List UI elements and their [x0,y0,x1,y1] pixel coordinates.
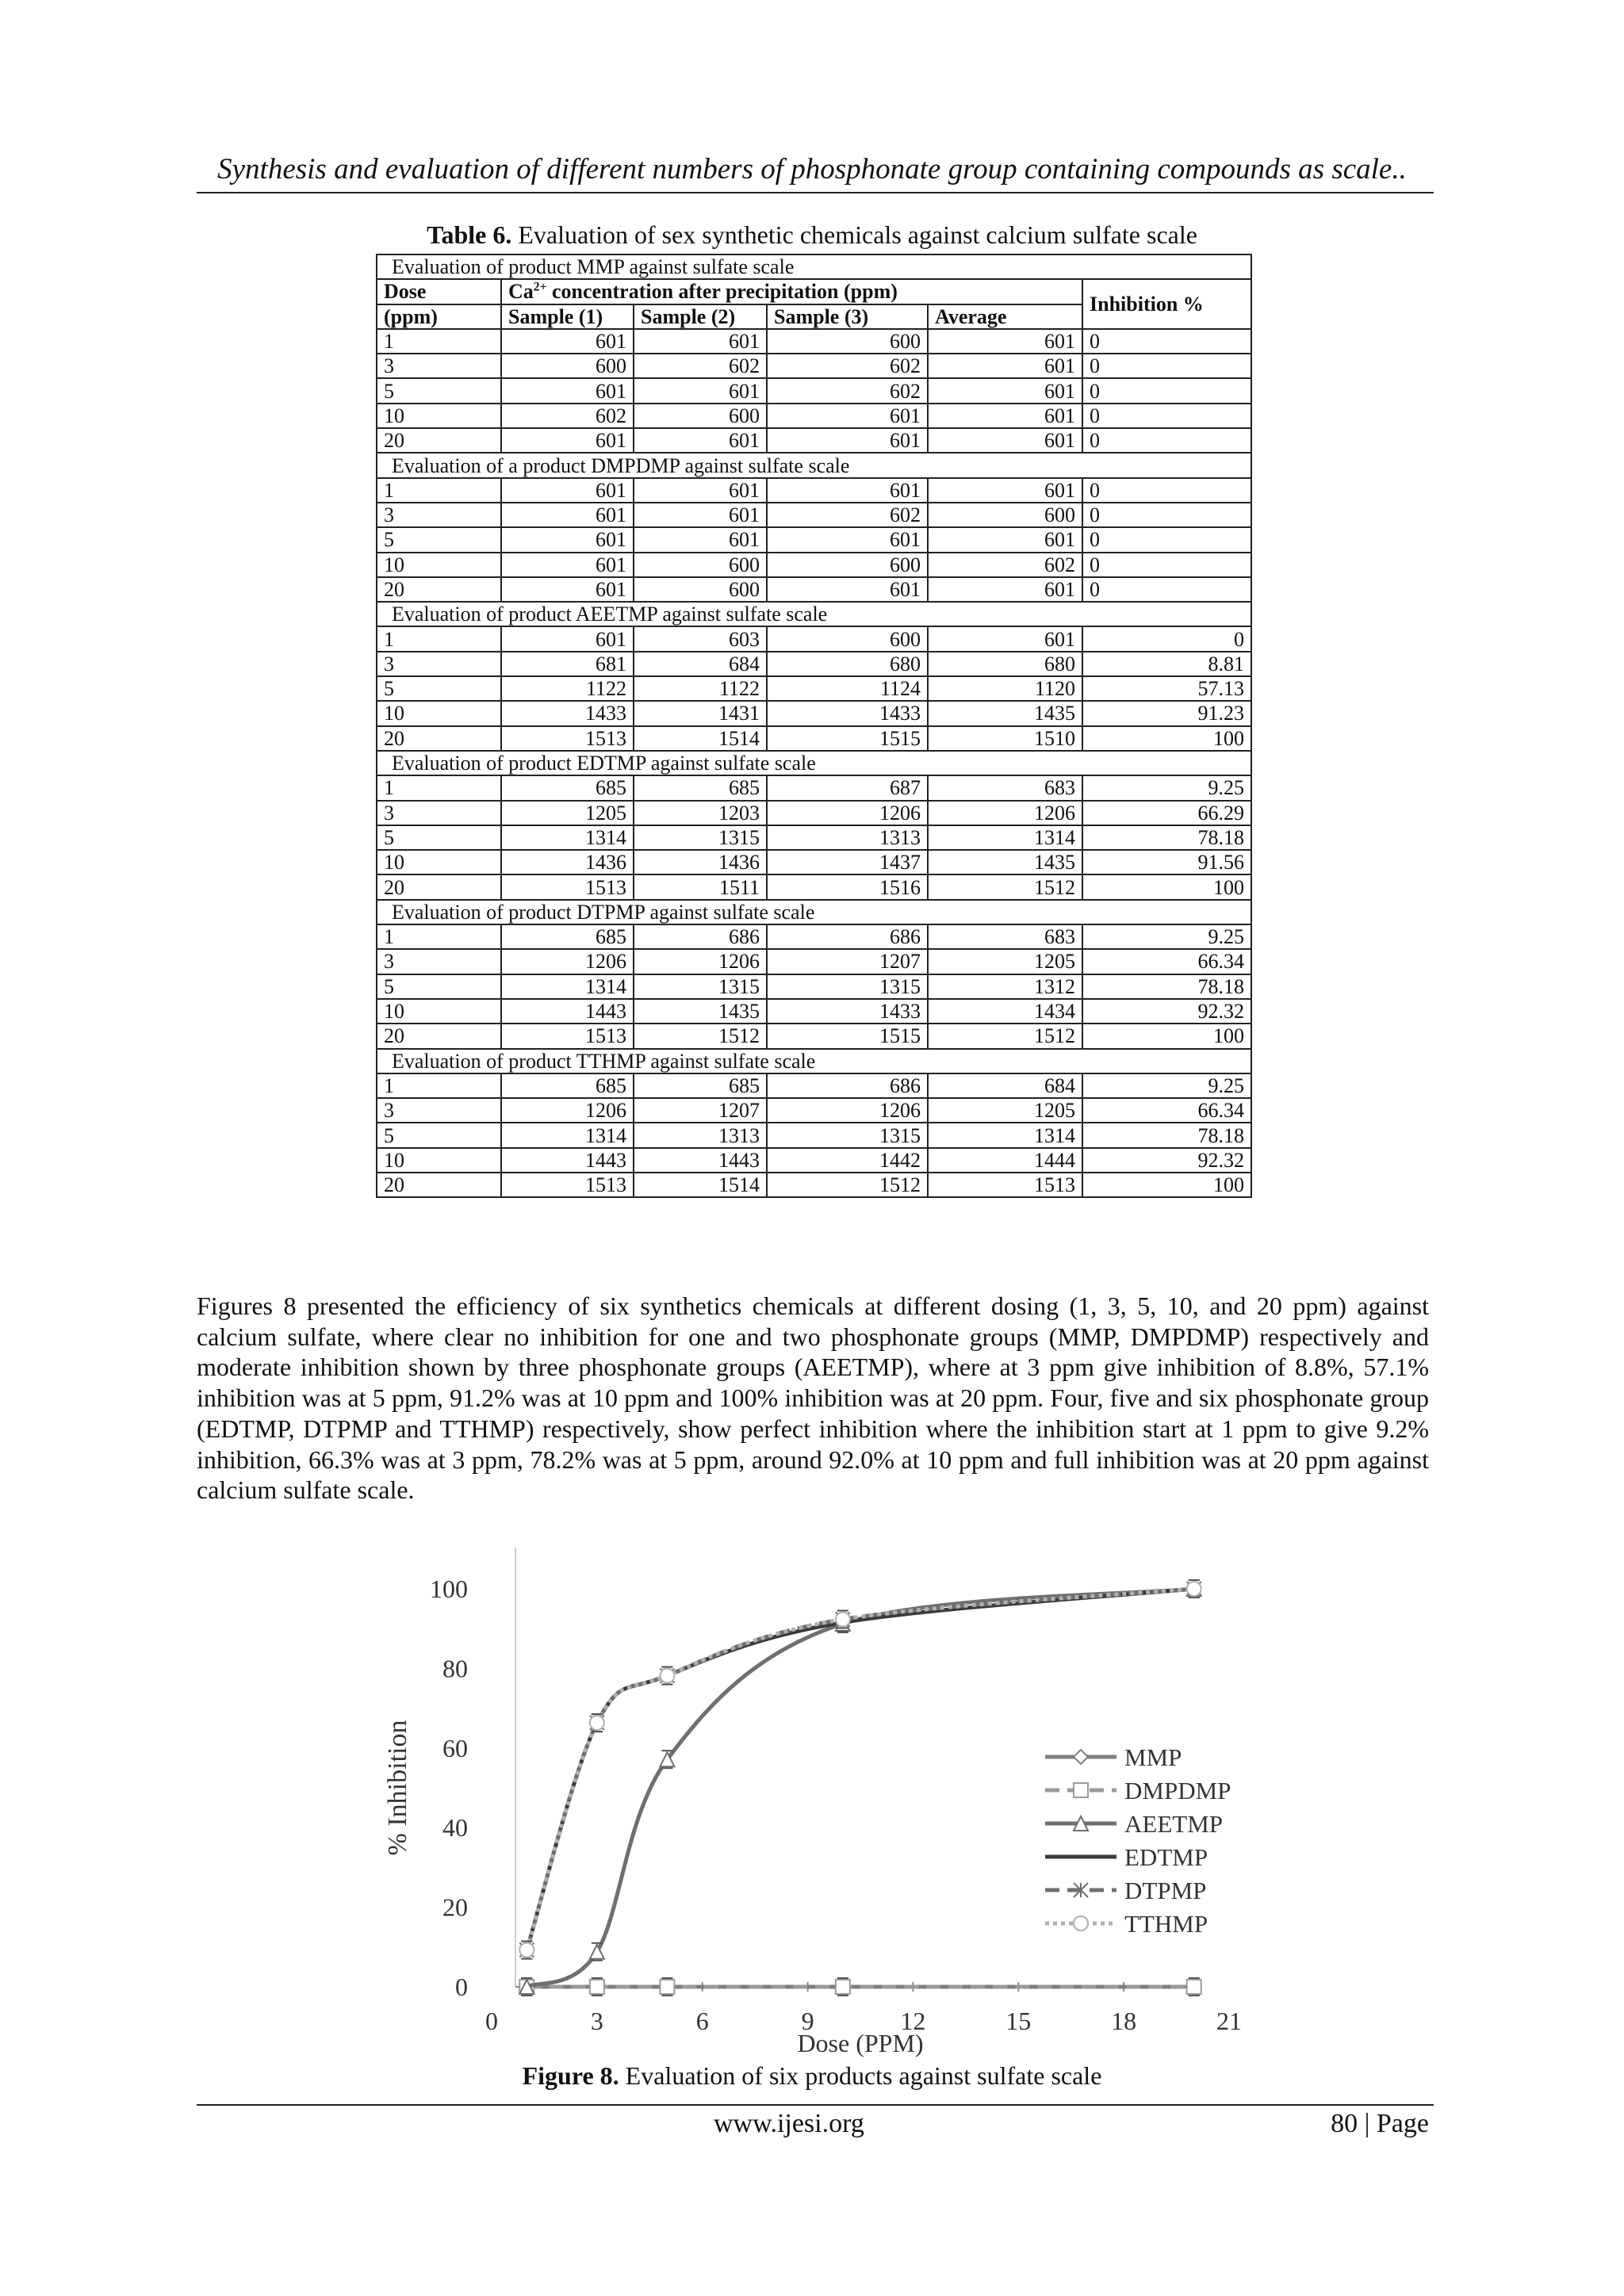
inhibition-cell: 66.34 [1082,949,1251,974]
sample2-cell: 685 [634,1073,767,1098]
average-cell: 1434 [928,999,1082,1024]
sample1-cell: 1513 [501,726,634,751]
legend-label: TTHMP [1124,1910,1208,1938]
section-title-cell: Evaluation of product MMP against sulfate scale [377,254,1251,279]
y-tick-label: 60 [442,1733,468,1762]
table-row [377,553,1251,577]
sample3-cell: 1433 [767,701,928,725]
inhibition-cell: 9.25 [1082,775,1251,800]
inhibition-cell: 78.18 [1082,974,1251,999]
inhibition-cell: 8.81 [1082,652,1251,676]
dose-cell: 5 [377,974,501,999]
footer-rule [197,2104,1434,2106]
dose-cell: 10 [377,404,501,428]
table-row [377,478,1251,503]
x-tick-label: 18 [1111,2007,1137,2035]
x-tick-label: 12 [900,2007,926,2035]
y-tick-label: 0 [455,1973,468,2001]
inhibition-cell: 0 [1082,478,1251,503]
sample1-cell: 1513 [501,1173,634,1197]
dose-cell: 3 [377,354,501,378]
sample3-cell: 1515 [767,1024,928,1048]
average-cell: 601 [928,577,1082,602]
col-sample3-header: Sample (3) [767,304,928,329]
sample2-cell: 1431 [634,701,767,725]
inhibition-cell: 0 [1082,404,1251,428]
table-section-title [377,254,1251,279]
data-point-circle [836,1613,850,1627]
inhibition-cell: 66.34 [1082,1098,1251,1123]
sample2-cell: 1514 [634,726,767,751]
average-cell: 601 [928,404,1082,428]
series-edtmp [521,1580,1199,1959]
x-tick-label: 0 [485,2007,498,2035]
sample1-cell: 685 [501,775,634,800]
table-section-title [377,453,1251,477]
sample3-cell: 686 [767,1073,928,1098]
inhibition-cell: 0 [1082,428,1251,453]
section-title-cell: Evaluation of product AEETMP against sulfate scale [377,602,1251,626]
table-row [377,825,1251,850]
series-tthmp [519,1580,1201,1959]
inhibition-cell: 0 [1082,527,1251,552]
inhibition-cell: 9.25 [1082,924,1251,949]
dose-cell: 20 [377,577,501,602]
sample2-cell: 1436 [634,850,767,874]
average-cell: 1513 [928,1173,1082,1197]
sample1-cell: 685 [501,924,634,949]
sample2-cell: 602 [634,354,767,378]
data-point-circle [660,1669,674,1683]
dose-cell: 20 [377,1173,501,1197]
table-row [377,850,1251,874]
dose-cell: 3 [377,801,501,825]
x-tick-label: 21 [1216,2007,1242,2035]
sample3-cell: 1515 [767,726,928,751]
inhibition-cell: 0 [1082,553,1251,577]
inhibition-cell: 100 [1082,874,1251,899]
dose-cell: 10 [377,999,501,1024]
series-aeetmp [519,1580,1201,1996]
sample2-cell: 601 [634,527,767,552]
section-title-cell: Evaluation of product TTHMP against sulfate scale [377,1049,1251,1073]
table-row [377,1123,1251,1147]
dose-cell: 20 [377,428,501,453]
sample1-cell: 601 [501,503,634,527]
inhibition-cell: 100 [1082,1024,1251,1048]
legend-label: AEETMP [1124,1810,1223,1838]
sample1-cell: 1513 [501,1024,634,1048]
inhibition-cell: 78.18 [1082,1123,1251,1147]
sample2-cell: 600 [634,577,767,602]
y-tick-label: 20 [442,1892,468,1922]
y-tick-label: 100 [430,1575,468,1603]
data-point-square [836,1980,850,1994]
sample3-cell: 680 [767,652,928,676]
sample1-cell: 600 [501,354,634,378]
sample2-cell: 1313 [634,1123,767,1147]
col-sample2-header: Sample (2) [634,304,767,329]
sample3-cell: 602 [767,503,928,527]
inhibition-cell: 0 [1082,503,1251,527]
table-row [377,626,1251,651]
data-point-circle [590,1716,604,1730]
sample3-cell: 600 [767,626,928,651]
sample3-cell: 601 [767,478,928,503]
table-section-title [377,751,1251,775]
table-row [377,775,1251,800]
sample1-cell: 681 [501,652,634,676]
dose-cell: 20 [377,874,501,899]
x-tick-label: 3 [590,2007,603,2035]
col-inhibition-header: Inhibition % [1082,279,1251,329]
average-cell: 1314 [928,825,1082,850]
inhibition-cell: 57.13 [1082,676,1251,701]
table-header-row [377,279,1251,304]
sample1-cell: 601 [501,378,634,403]
dose-cell: 3 [377,652,501,676]
sample3-cell: 1516 [767,874,928,899]
inhibition-cell: 9.25 [1082,1073,1251,1098]
sample1-cell: 1122 [501,676,634,701]
running-title: Synthesis and evaluation of different numbers of phosphonate group containing compounds as scale.. [217,153,1407,186]
average-cell: 601 [928,478,1082,503]
inhibition-cell: 100 [1082,726,1251,751]
sample1-cell: 1205 [501,801,634,825]
table-section-title [377,900,1251,924]
sample1-cell: 601 [501,478,634,503]
table-row [377,726,1251,751]
data-point-square [590,1980,604,1994]
sample3-cell: 1512 [767,1173,928,1197]
dose-cell: 1 [377,329,501,354]
sample3-cell: 686 [767,924,928,949]
sample2-cell: 1203 [634,801,767,825]
table-section-title [377,602,1251,626]
sample3-cell: 1207 [767,949,928,974]
sample1-cell: 685 [501,1073,634,1098]
sample3-cell: 601 [767,527,928,552]
table-row [377,701,1251,725]
sample1-cell: 1433 [501,701,634,725]
table-row [377,801,1251,825]
table-row [377,577,1251,602]
sample2-cell: 685 [634,775,767,800]
series-line [527,1589,1193,1950]
average-cell: 683 [928,775,1082,800]
sample3-cell: 601 [767,404,928,428]
dose-cell: 20 [377,726,501,751]
inhibition-cell: 66.29 [1082,801,1251,825]
sample1-cell: 1443 [501,999,634,1024]
legend-label: MMP [1124,1743,1182,1771]
series-line [527,1589,1193,1950]
body-paragraph: Figures 8 presented the efficiency of six synthetics chemicals at different dosing (1, 3, 5, 10, and 20 ppm) against calcium sulfate, where clear no inhibition for one and two phosphonate groups (MMP, DMPDMP) respectively and moderate inhibition shown by three phosphonate groups (AEETMP), where at 3 ppm give inhibition of 8.8%, 57.1% inhibition was at 5 ppm, 91.2% was at 10 ppm and 100% inhibition was at 20 ppm. Four, five and six phosphonate group (EDTMP, DTPMP and TTHMP) respectively, show perfect inhibition where the inhibition start at 1 ppm to give 9.2% inhibition, 66.3% was at 3 ppm, 78.2% was at 5 ppm, around 92.0% at 10 ppm and full inhibition was at 20 ppm against calcium sulfate scale. [197,1292,1429,1505]
average-cell: 601 [928,626,1082,651]
sample2-cell: 600 [634,553,767,577]
table-caption [376,220,1248,250]
table-row [377,527,1251,552]
inhibition-cell: 91.56 [1082,850,1251,874]
average-cell: 1435 [928,850,1082,874]
inhibition-cell: 92.32 [1082,999,1251,1024]
average-cell: 601 [928,527,1082,552]
average-cell: 1444 [928,1148,1082,1173]
sample1-cell: 1443 [501,1148,634,1173]
average-cell: 1120 [928,676,1082,701]
series-dtpmp [519,1580,1201,1959]
table-row [377,874,1251,899]
sample1-cell: 1206 [501,949,634,974]
col-sample1-header: Sample (1) [501,304,634,329]
sample3-cell: 600 [767,553,928,577]
table-row [377,1148,1251,1173]
sample3-cell: 1437 [767,850,928,874]
dose-cell: 5 [377,676,501,701]
figure-caption-text: Evaluation of six products against sulfate scale [625,2061,1102,2090]
y-tick-label: 40 [442,1813,468,1843]
sample3-cell: 1315 [767,974,928,999]
table-row [377,1098,1251,1123]
footer-page-number: 80 | Page [1331,2109,1429,2138]
sample2-cell: 601 [634,478,767,503]
data-point-square [660,1980,674,1994]
sample1-cell: 1513 [501,874,634,899]
data-point-square [1074,1783,1088,1797]
x-tick-label: 15 [1005,2007,1032,2035]
figure-caption [376,2061,1248,2091]
sample3-cell: 1206 [767,801,928,825]
average-cell: 601 [928,428,1082,453]
table-row [377,1173,1251,1197]
dose-cell: 10 [377,1148,501,1173]
average-cell: 684 [928,1073,1082,1098]
average-cell: 601 [928,354,1082,378]
dose-cell: 1 [377,1073,501,1098]
dose-cell: 5 [377,825,501,850]
section-title-cell: Evaluation of product DTPMP against sulfate scale [377,900,1251,924]
sample3-cell: 1124 [767,676,928,701]
average-cell: 602 [928,553,1082,577]
sample2-cell: 1122 [634,676,767,701]
sample2-cell: 601 [634,329,767,354]
sample2-cell: 684 [634,652,767,676]
inhibition-cell: 100 [1082,1173,1251,1197]
average-cell: 1314 [928,1123,1082,1147]
sample3-cell: 1313 [767,825,928,850]
inhibition-table [376,254,1252,1198]
x-tick-label: 9 [801,2007,814,2035]
sample2-cell: 1315 [634,825,767,850]
dose-cell: 1 [377,478,501,503]
average-cell: 600 [928,503,1082,527]
table-row [377,1073,1251,1098]
sample3-cell: 687 [767,775,928,800]
inhibition-cell: 0 [1082,378,1251,403]
section-title-cell: Evaluation of product EDTMP against sulfate scale [377,751,1251,775]
legend-label: EDTMP [1124,1843,1208,1871]
sample2-cell: 601 [634,503,767,527]
sample2-cell: 1512 [634,1024,767,1048]
header-rule [197,192,1434,193]
sample2-cell: 1206 [634,949,767,974]
sample3-cell: 1315 [767,1123,928,1147]
dose-cell: 20 [377,1024,501,1048]
sample2-cell: 603 [634,626,767,651]
sample2-cell: 601 [634,428,767,453]
table-row [377,949,1251,974]
average-cell: 683 [928,924,1082,949]
average-cell: 1312 [928,974,1082,999]
dose-cell: 10 [377,701,501,725]
x-tick-label: 6 [695,2007,709,2035]
average-cell: 1512 [928,1024,1082,1048]
data-point-circle [1074,1916,1088,1931]
sample2-cell: 600 [634,404,767,428]
legend-label: DTPMP [1124,1877,1207,1904]
series-line [527,1589,1193,1950]
sample3-cell: 602 [767,354,928,378]
col-dose-unit: (ppm) [377,304,501,329]
y-axis-title: % Inhibition [383,1720,412,1856]
dose-cell: 5 [377,378,501,403]
sample2-cell: 686 [634,924,767,949]
average-cell: 1205 [928,1098,1082,1123]
inhibition-cell: 0 [1082,354,1251,378]
sample1-cell: 601 [501,577,634,602]
average-cell: 1205 [928,949,1082,974]
dose-cell: 3 [377,949,501,974]
inhibition-cell: 92.32 [1082,1148,1251,1173]
table-row [377,404,1251,428]
table-row [377,1024,1251,1048]
col-average-header: Average [928,304,1082,329]
dose-cell: 3 [377,1098,501,1123]
sample1-cell: 601 [501,626,634,651]
table-body [377,254,1251,1197]
dose-cell: 1 [377,775,501,800]
series-line [527,1589,1193,1987]
sample1-cell: 601 [501,527,634,552]
dose-cell: 1 [377,626,501,651]
average-cell: 680 [928,652,1082,676]
sample1-cell: 1206 [501,1098,634,1123]
dose-cell: 1 [377,924,501,949]
table-row [377,676,1251,701]
data-point-diamond [1074,1750,1088,1764]
sample1-cell: 1314 [501,825,634,850]
sample1-cell: 1314 [501,974,634,999]
average-cell: 601 [928,378,1082,403]
sample3-cell: 601 [767,577,928,602]
sample2-cell: 1514 [634,1173,767,1197]
sample3-cell: 1442 [767,1148,928,1173]
x-axis-title: Dose (PPM) [797,2029,924,2057]
table-row [377,924,1251,949]
sample2-cell: 1511 [634,874,767,899]
table-row [377,378,1251,403]
inhibition-cell: 91.23 [1082,701,1251,725]
sample2-cell: 1207 [634,1098,767,1123]
sample1-cell: 602 [501,404,634,428]
col-dose-header: Dose [377,279,501,304]
sample1-cell: 601 [501,553,634,577]
y-tick-label: 80 [442,1654,468,1683]
sample3-cell: 602 [767,378,928,403]
average-cell: 1510 [928,726,1082,751]
data-point-circle [519,1943,534,1957]
sample3-cell: 600 [767,329,928,354]
inhibition-cell: 0 [1082,329,1251,354]
chart-legend [1045,1743,1231,1938]
sample3-cell: 1206 [767,1098,928,1123]
legend-label: DMPDMP [1124,1777,1231,1804]
dose-cell: 5 [377,1123,501,1147]
section-title-cell: Evaluation of a product DMPDMP against sulfate scale [377,453,1251,477]
inhibition-cell: 0 [1082,577,1251,602]
col-concentration-header [501,279,1082,304]
footer-website: www.ijesi.org [714,2109,864,2138]
sample2-cell: 1315 [634,974,767,999]
sample1-cell: 1436 [501,850,634,874]
conc-prefix: Ca [508,280,534,304]
sample1-cell: 1314 [501,1123,634,1147]
table-row [377,428,1251,453]
figure-caption-label: Figure 8. [522,2061,619,2090]
sample1-cell: 601 [501,329,634,354]
table-row [377,503,1251,527]
table-caption-label: Table 6. [427,220,512,249]
dose-cell: 10 [377,850,501,874]
table-row [377,652,1251,676]
sample3-cell: 601 [767,428,928,453]
dose-cell: 10 [377,553,501,577]
table-row [377,974,1251,999]
dose-cell: 3 [377,503,501,527]
table-section-title [377,1049,1251,1073]
inhibition-cell: 0 [1082,626,1251,651]
sample3-cell: 1433 [767,999,928,1024]
inhibition-chart [365,1538,1261,2061]
sample2-cell: 1435 [634,999,767,1024]
sample2-cell: 601 [634,378,767,403]
conc-text: concentration after precipitation (ppm) [551,280,898,304]
sample1-cell: 601 [501,428,634,453]
average-cell: 1206 [928,801,1082,825]
data-point-circle [1187,1582,1201,1596]
average-cell: 1435 [928,701,1082,725]
average-cell: 601 [928,329,1082,354]
table-row [377,999,1251,1024]
table-caption-text: Evaluation of sex synthetic chemicals against calcium sulfate scale [518,220,1197,249]
inhibition-cell: 78.18 [1082,825,1251,850]
dose-cell: 5 [377,527,501,552]
table-row [377,354,1251,378]
average-cell: 1512 [928,874,1082,899]
sample2-cell: 1443 [634,1148,767,1173]
table-row [377,329,1251,354]
conc-sup: 2+ [533,280,547,294]
data-point-square [1187,1980,1201,1994]
